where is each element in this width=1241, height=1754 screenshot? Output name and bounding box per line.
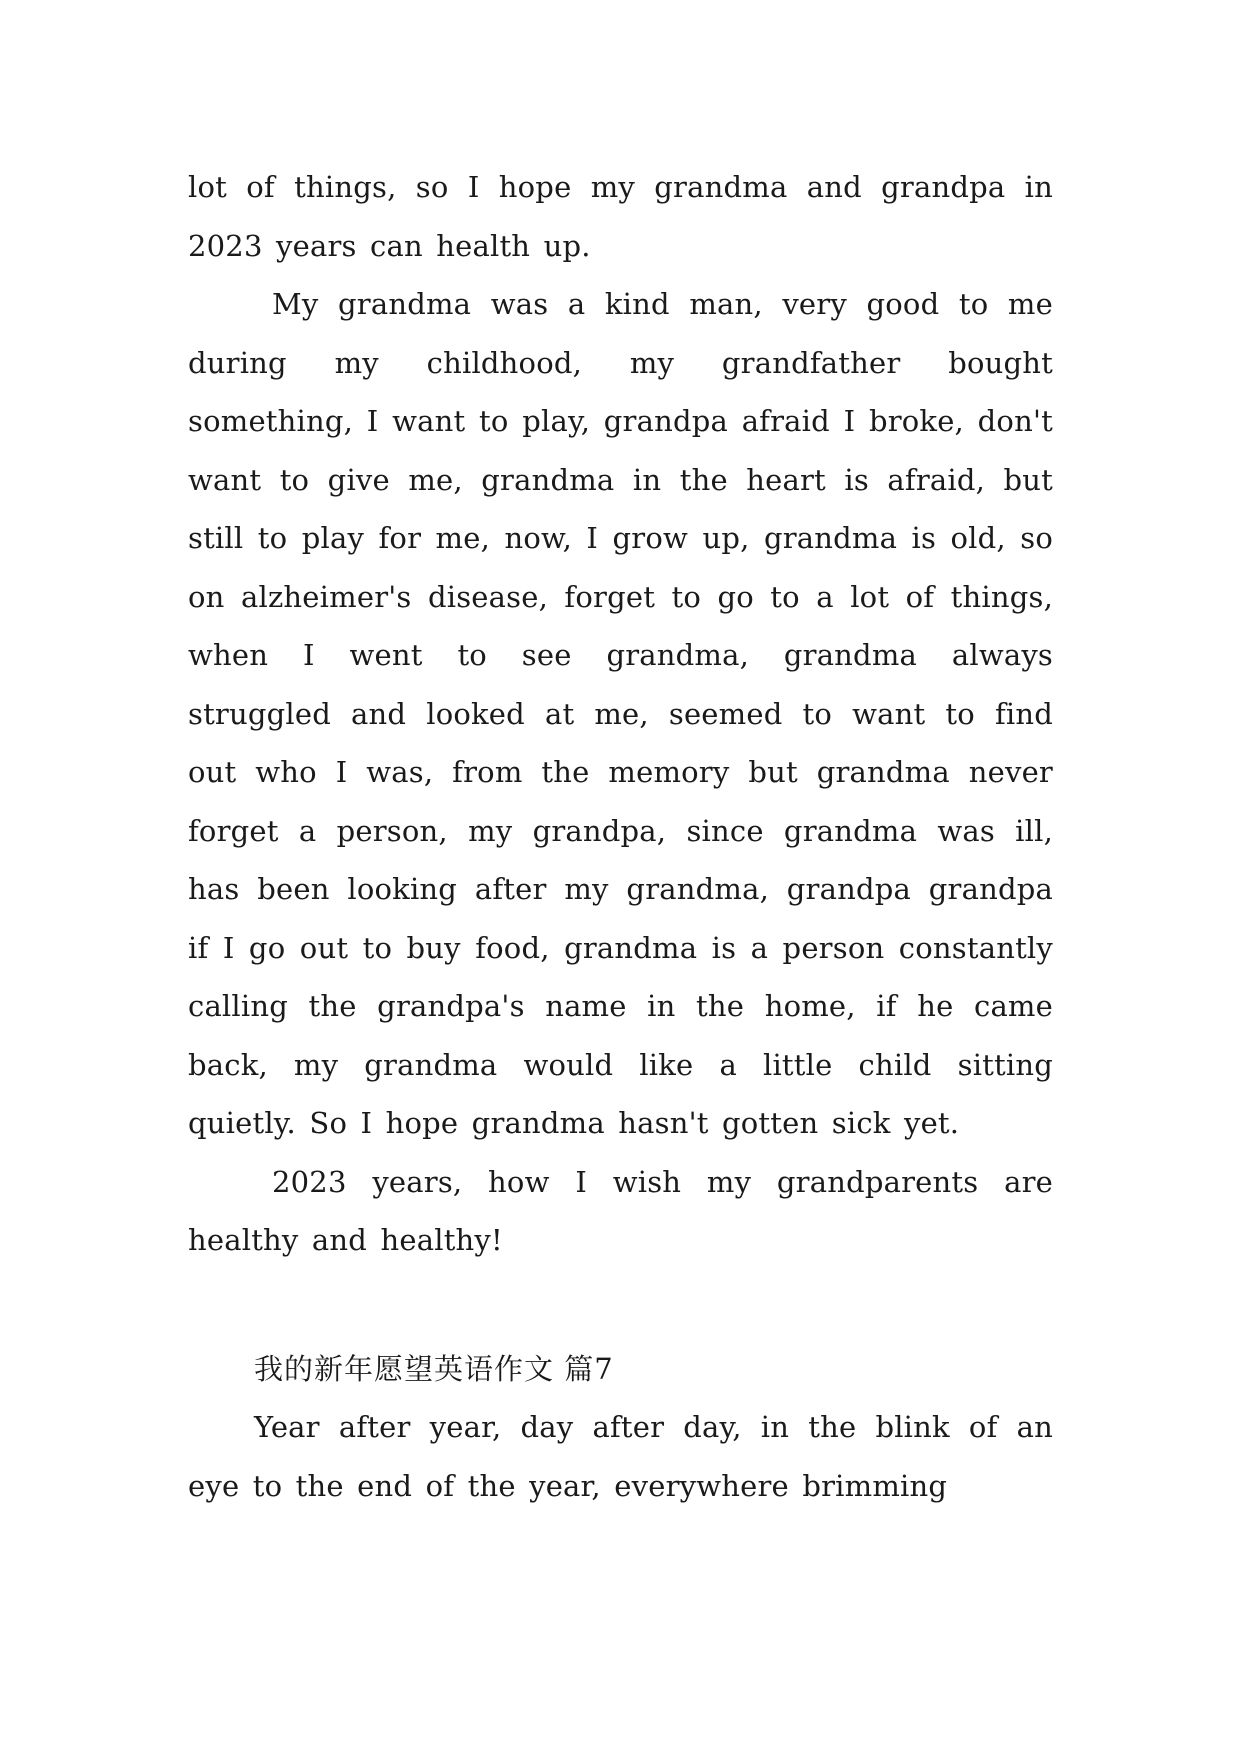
paragraph-grandma: My grandma was a kind man, very good to me during my childhood, my grandfather bought something, I want to play, grandpa afraid I broke, don't want to give me, grandma in the heart is afraid, but still to play for me, now, I grow up, grandma is old, so on alzheimer's disease, forget to go to a lot of things, when I went to see grandma, grandma always struggled and looked at me, seemed to want to find out who I was, from the memory but grandma never forget a person, my grandpa, since grandma was ill, has been looking after my grandma, grandpa grandpa if I go out to buy food, grandma is a person constantly calling the grandpa's name in the home, if he came back, my grandma would like a little child sitting quietly. So I hope grandma hasn't gotten sick yet.: [188, 287, 1053, 1140]
paragraph-continuation: lot of things, so I hope my grandma and grandpa in 2023 years can health up.: [188, 170, 1053, 263]
paragraph-wish: 2023 years, how I wish my grandparents are healthy and healthy!: [188, 1164, 1053, 1257]
paragraph-section-7: Year after year, day after day, in the blink of an eye to the end of the year, everywhere brimming: [188, 1410, 1053, 1503]
section-heading: 我的新年愿望英语作文 篇7: [254, 1351, 614, 1386]
document-page: [188, 158, 1053, 1515]
